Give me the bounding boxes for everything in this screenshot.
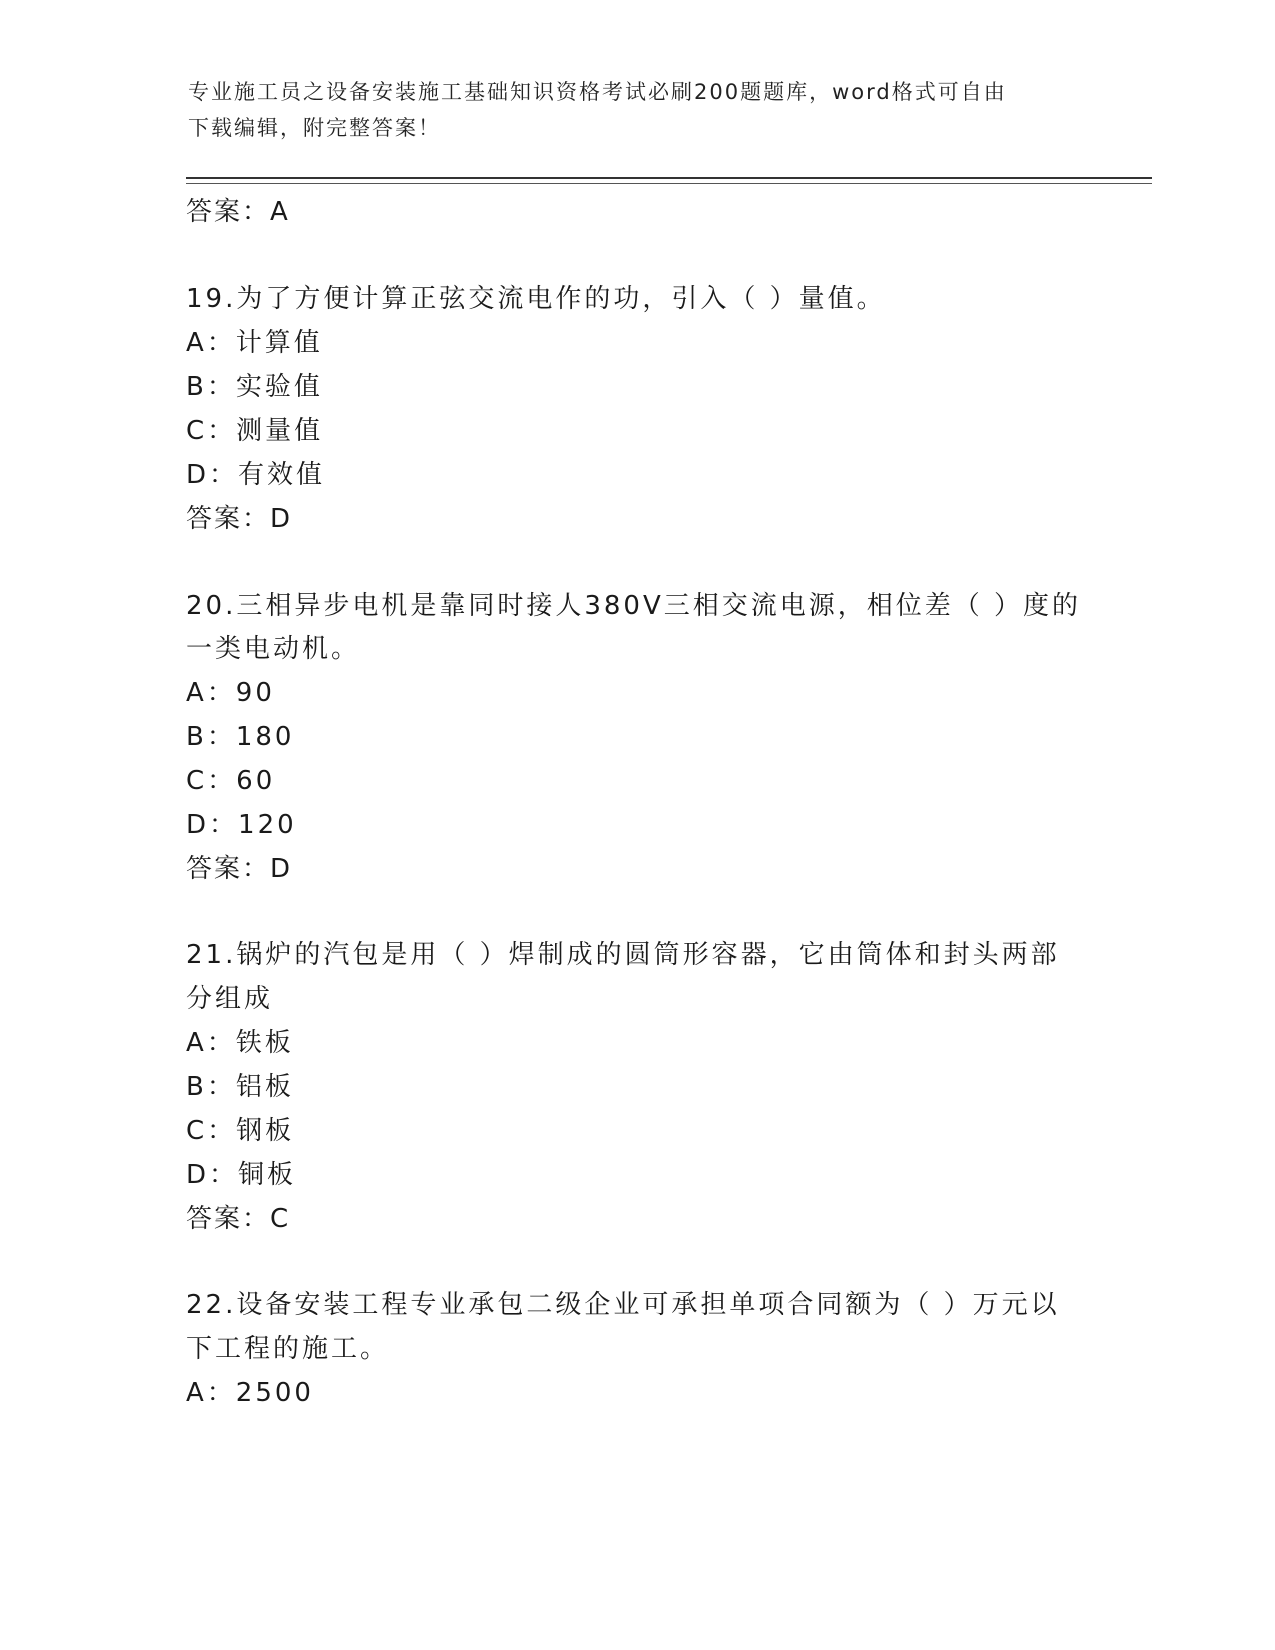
answer-line: 答案：D xyxy=(186,854,293,884)
option-a: A：铁板 xyxy=(186,1028,294,1058)
question-stem: 19.为了方便计算正弦交流电作的功，引入（ ）量值。 xyxy=(186,284,886,314)
option-a: A：90 xyxy=(186,678,275,708)
question-stem: 22.设备安装工程专业承包二级企业可承担单项合同额为（ ）万元以 xyxy=(186,1290,1060,1320)
option-d: D：铜板 xyxy=(186,1160,297,1190)
option-c: C：钢板 xyxy=(186,1116,295,1146)
answer-line: 答案：C xyxy=(186,1204,291,1234)
question-stem-continued: 一类电动机。 xyxy=(186,634,361,664)
option-d: D：有效值 xyxy=(186,460,326,490)
option-a: A：2500 xyxy=(186,1378,314,1408)
option-b: B：铝板 xyxy=(186,1072,294,1102)
document-header xyxy=(188,74,1068,146)
header-title-line-2: 下载编辑，附完整答案！ xyxy=(188,116,441,140)
option-b: B：180 xyxy=(186,722,295,752)
header-title-line-1: 专业施工员之设备安装施工基础知识资格考试必刷200题题库，word格式可自由 xyxy=(188,80,1007,104)
question-stem: 21.锅炉的汽包是用（ ）焊制成的圆筒形容器，它由筒体和封头两部 xyxy=(186,940,1060,970)
option-b: B：实验值 xyxy=(186,372,323,402)
header-divider-thin xyxy=(186,183,1152,184)
option-c: C：60 xyxy=(186,766,276,796)
question-stem-continued: 下工程的施工。 xyxy=(186,1334,390,1364)
answer-line: 答案：A xyxy=(186,197,290,227)
question-stem: 20.三相异步电机是靠同时接人380V三相交流电源，相位差（ ）度的 xyxy=(186,591,1082,621)
header-divider xyxy=(186,177,1152,179)
option-c: C：测量值 xyxy=(186,416,324,446)
option-a: A：计算值 xyxy=(186,328,323,358)
answer-line: 答案：D xyxy=(186,504,293,534)
question-stem-continued: 分组成 xyxy=(186,984,274,1014)
option-d: D：120 xyxy=(186,810,297,840)
